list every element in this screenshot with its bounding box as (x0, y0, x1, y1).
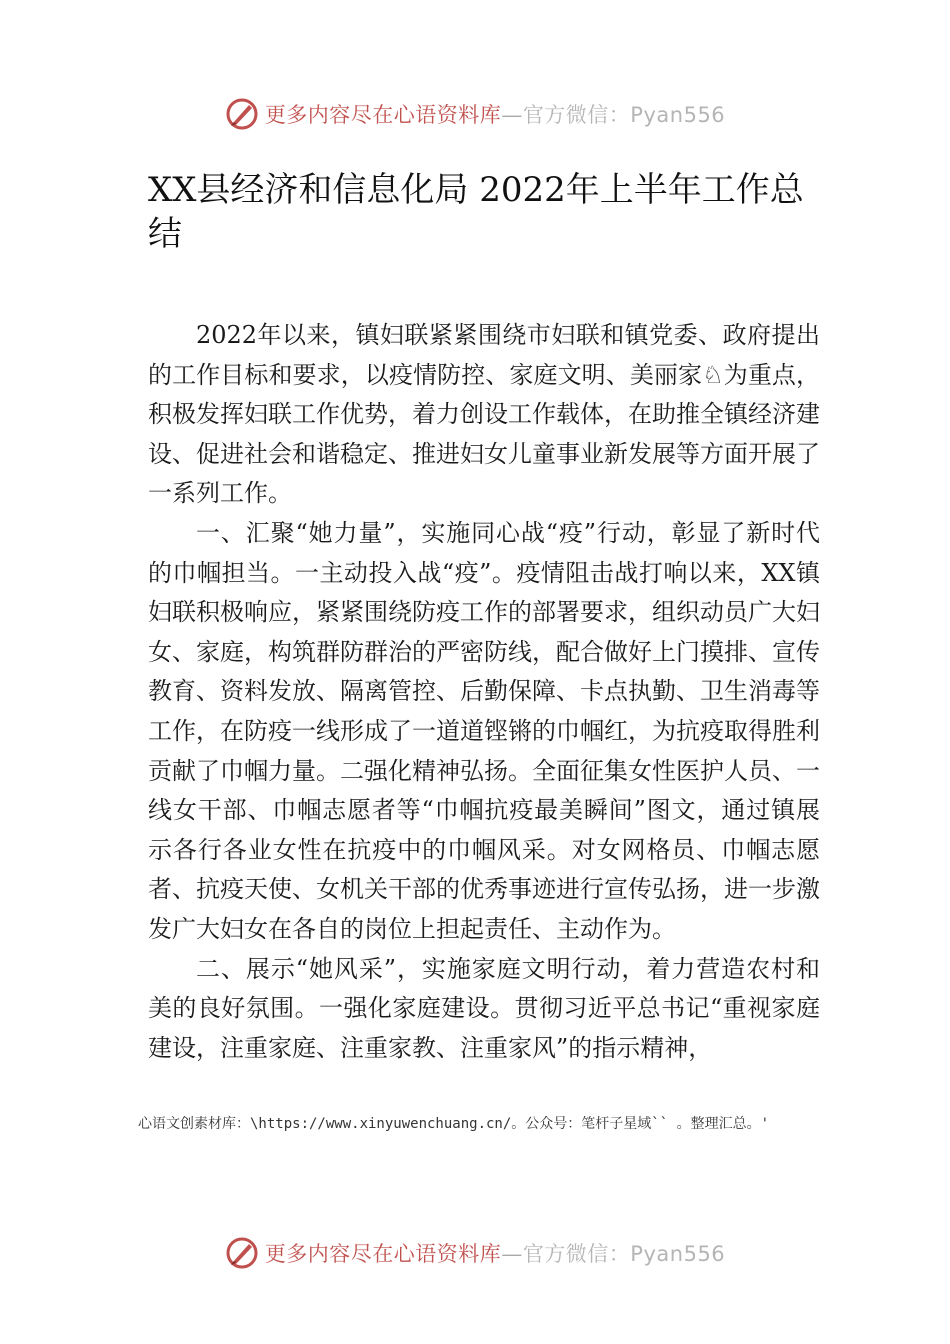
banner-text (265, 1238, 725, 1268)
document-title: XX县经济和信息化局 2022年上半年工作总结 (148, 170, 804, 254)
banner-slogan: 更多内容尽在心语资料库 (264, 103, 502, 127)
footer-banner (0, 1233, 950, 1273)
banner-dash: — (501, 1242, 523, 1266)
header-banner (0, 94, 950, 134)
banner-slogan: 更多内容尽在心语资料库 (264, 1242, 502, 1266)
quill-pen-logo-icon (225, 1236, 259, 1270)
paragraph-intro: 2022年以来，镇妇联紧紧围绕市妇联和镇党委、政府提出的工作目标和要求，以疫情防控、家庭文明、美丽家♘为重点，积极发挥妇联工作优势，着力创设工作载体，在助推全镇经济建设、促进社会和谐稳定、推进妇女儿童事业新发展等方面开展了一系列工作。 (148, 321, 820, 508)
banner-wechat: 官方微信：Pyan556 (522, 1242, 726, 1266)
banner-wechat: 官方微信：Pyan556 (522, 103, 726, 127)
paragraph-section-1: 一、汇聚“她力量”，实施同心战“疫”行动，彰显了新时代的巾帼担当。一主动投入战“疫”。疫情阻击战打响以来，XX镇妇联积极响应，紧紧围绕防疫工作的部署要求，组织动员广大妇女、家庭，构筑群防群治的严密防线，配合做好上门摸排、宣传教育、资料发放、隔离管控、后勤保障、卡点执勤、卫生消毒等工作，在防疫一线形成了一道道铿锵的巾帼红，为抗疫取得胜利贡献了巾帼力量。二强化精神弘扬。全面征集女性医护人员、一线女干部、巾帼志愿者等“巾帼抗疫最美瞬间”图文，通过镇展示各行各业女性在抗疫中的巾帼风采。对女网格员、巾帼志愿者、抗疫天使、女机关干部的优秀事迹进行宣传弘扬，进一步激发广大妇女在各自的岗位上担起责任、主动作为。 (148, 518, 820, 943)
banner-dash: — (501, 103, 523, 127)
quill-pen-logo-icon (225, 97, 259, 131)
source-footnote: 心语文创素材库：\https://www.xinyuwenchuang.cn/。公众号：笔杆子星域`` 。整理汇总。' (138, 1116, 770, 1132)
paragraph-section-2: 二、展示“她风采”，实施家庭文明行动，着力营造农村和美的良好氛围。一强化家庭建设。贯彻习近平总书记“重视家庭建设，注重家庭、注重家教、注重家风”的指示精神， (148, 954, 820, 1062)
banner-text (265, 99, 725, 129)
document-body (148, 316, 820, 1068)
